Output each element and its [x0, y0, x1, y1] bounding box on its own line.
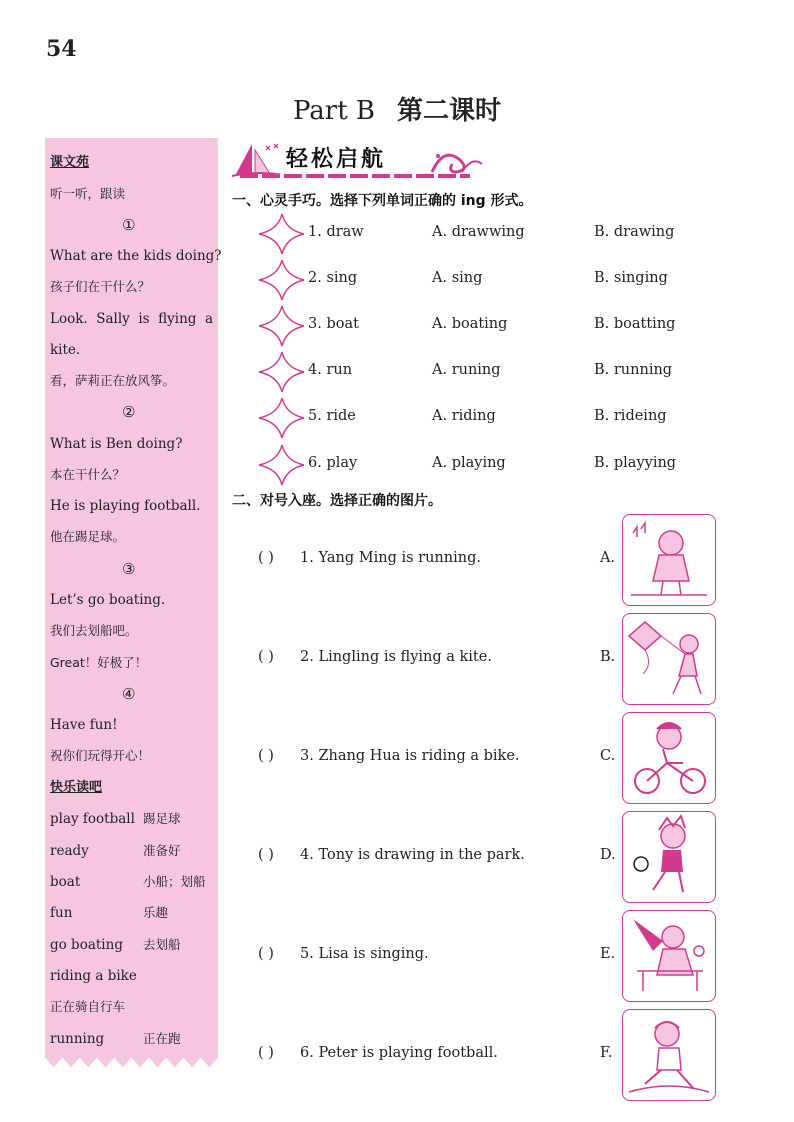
sidebar-line: 祝你们玩得开心！ — [50, 748, 151, 763]
option-a[interactable]: A. runing — [432, 362, 501, 378]
match-sentence: 2. Lingling is flying a kite. — [300, 649, 492, 665]
question-word: 6. play — [308, 455, 358, 471]
answer-blank[interactable]: ( ) — [258, 847, 274, 863]
banner-bar — [240, 174, 470, 178]
vocab-en: riding a bike — [50, 968, 137, 984]
sidebar-number-1: ① — [122, 216, 136, 234]
sidebar-listen: 听一听，跟读 — [50, 186, 126, 201]
picture-f — [622, 1009, 716, 1101]
question-word: 1. draw — [308, 224, 364, 240]
boy-running-icon — [623, 1010, 715, 1100]
section1-heading: 一、心灵手巧。选择下列单词正确的 ing 形式。 — [232, 193, 533, 209]
picture-d — [622, 811, 716, 903]
question-word: 5. ride — [308, 408, 356, 424]
sidebar-section-text: 课文苑 — [50, 155, 90, 170]
banner-title: 轻松启航 — [286, 147, 387, 172]
diamond-icon — [256, 304, 306, 348]
drawing-in-park-icon — [623, 911, 715, 1001]
answer-blank[interactable]: ( ) — [258, 550, 274, 566]
option-a[interactable]: A. riding — [432, 408, 496, 424]
vocab-en: boat — [50, 874, 81, 890]
picture-a — [622, 514, 716, 606]
option-b[interactable]: B. boatting — [594, 316, 676, 332]
sidebar-number-4: ④ — [122, 685, 136, 703]
sidebar-line: He is playing football. — [50, 498, 201, 514]
option-a[interactable]: A. drawwing — [432, 224, 525, 240]
page-title — [0, 90, 794, 127]
answer-blank[interactable]: ( ) — [258, 748, 274, 764]
sidebar-line: kite. — [50, 342, 81, 358]
vocab-cn: 乐趣 — [143, 905, 169, 920]
sidebar-line: 他在踢足球。 — [50, 529, 126, 544]
picture-c — [622, 712, 716, 804]
match-sentence: 5. Lisa is singing. — [300, 946, 429, 962]
option-b[interactable]: B. playying — [594, 455, 677, 471]
picture-letter: C. — [600, 748, 616, 764]
title-lesson: 第二课时 — [397, 96, 502, 126]
sidebar-section-reading: 快乐读吧 — [50, 780, 103, 795]
question-row — [254, 212, 714, 256]
page-number: 54 — [46, 36, 77, 62]
diamond-icon — [256, 350, 306, 394]
question-row — [254, 258, 714, 302]
answer-blank[interactable]: ( ) — [258, 1045, 274, 1061]
diamond-icon — [256, 258, 306, 302]
question-word: 4. run — [308, 362, 353, 378]
match-sentence: 3. Zhang Hua is riding a bike. — [300, 748, 520, 764]
sidebar-line: 本在干什么？ — [50, 467, 126, 482]
sidebar-line: Great！好极了！ — [50, 655, 148, 670]
option-a[interactable]: A. sing — [432, 270, 483, 286]
question-row — [254, 304, 714, 348]
vocab-cn: 准备好 — [143, 843, 181, 858]
sidebar-line: 看，萨莉正在放风筝。 — [50, 373, 176, 388]
sidebar-line: What are the kids doing? — [50, 248, 222, 264]
section2-heading: 二、对号入座。选择正确的图片。 — [232, 493, 442, 509]
vocab-en: go boating — [50, 937, 123, 953]
question-word: 2. sing — [308, 270, 358, 286]
diamond-icon — [256, 212, 306, 256]
section-banner — [230, 140, 520, 184]
option-a[interactable]: A. boating — [432, 316, 508, 332]
kite-flying-icon — [623, 614, 715, 704]
vocab-cn: 正在跑 — [143, 1031, 181, 1046]
picture-letter: D. — [600, 847, 616, 863]
girl-singing-icon — [623, 515, 715, 605]
diamond-icon — [256, 443, 306, 487]
vocab-en: play football — [50, 811, 135, 827]
sidebar-line: Look. Sally is flying a — [50, 311, 213, 327]
option-b[interactable]: B. singing — [594, 270, 668, 286]
vocab-en: fun — [50, 905, 73, 921]
vocab-en: ready — [50, 843, 89, 859]
sidebar-line: Have fun! — [50, 717, 118, 733]
picture-letter: A. — [600, 550, 616, 566]
question-row — [254, 396, 714, 440]
vocab-cn: 踢足球 — [143, 811, 181, 826]
boy-playing-football-icon — [623, 812, 715, 902]
picture-letter: B. — [600, 649, 616, 665]
diamond-icon — [256, 396, 306, 440]
question-row — [254, 350, 714, 394]
match-sentence: 6. Peter is playing football. — [300, 1045, 498, 1061]
option-b[interactable]: B. running — [594, 362, 673, 378]
sidebar-line: What is Ben doing? — [50, 436, 183, 452]
sidebar-line: Let’s go boating. — [50, 592, 166, 608]
vocab-en: running — [50, 1031, 105, 1047]
picture-e — [622, 910, 716, 1002]
question-word: 3. boat — [308, 316, 359, 332]
sidebar-line: 孩子们在干什么？ — [50, 279, 151, 294]
option-a[interactable]: A. playing — [432, 455, 506, 471]
match-sentence: 1. Yang Ming is running. — [300, 550, 481, 566]
answer-blank[interactable]: ( ) — [258, 946, 274, 962]
vocab-cn: 正在骑自行车 — [50, 999, 126, 1014]
match-sentence: 4. Tony is drawing in the park. — [300, 847, 525, 863]
title-part: Part B — [292, 96, 376, 126]
picture-letter: E. — [600, 946, 616, 962]
option-b[interactable]: B. drawing — [594, 224, 675, 240]
boy-riding-bike-icon — [623, 713, 715, 803]
sidebar-number-2: ② — [122, 403, 136, 421]
picture-b — [622, 613, 716, 705]
question-row — [254, 443, 714, 487]
picture-letter: F. — [600, 1045, 613, 1061]
answer-blank[interactable]: ( ) — [258, 649, 274, 665]
sidebar-number-3: ③ — [122, 560, 136, 578]
option-b[interactable]: B. rideing — [594, 408, 667, 424]
vocab-cn: 去划船 — [143, 937, 181, 952]
sidebar-line: 我们去划船吧。 — [50, 623, 138, 638]
vocab-cn: 小船；划船 — [143, 874, 206, 889]
